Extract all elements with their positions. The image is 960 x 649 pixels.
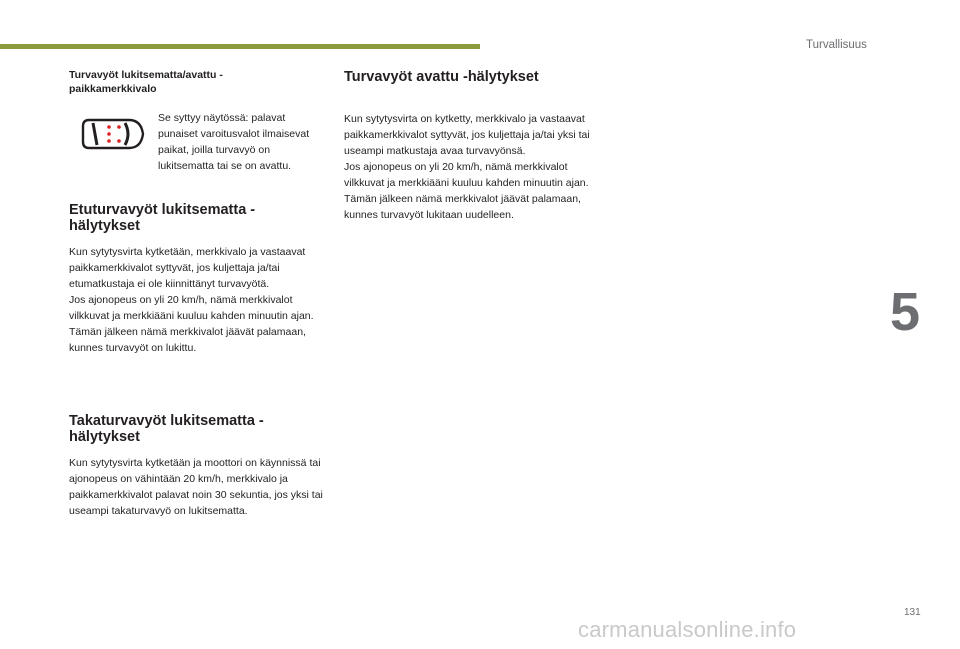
page-number: 131 (904, 607, 921, 618)
car-seat-indicator-icon (79, 114, 147, 154)
watermark: carmanualsonline.info (578, 617, 797, 642)
unfastened-text: Kun sytytysvirta on kytketty, merkkivalo ja vastaavat paikkamerkkivalot syttyvät, jos kuljettaja ja/tai yksi tai useampi matkustaja avaa turvavyönsä. Jos ajonopeus on yli 20 km/h, nämä merkkivalot vilkkuvat ja merkkiääni kuuluu kahden minuutin ajan. Tämän jälkeen nämä merkkivalot jäävät palamaan, kunnes turvavyöt lukitaan uudelleen. (344, 113, 590, 221)
unfastened-heading: Turvavyöt avattu -hälytykset (344, 69, 539, 85)
section-title: Turvallisuus (806, 39, 867, 51)
indicator-description: Se syttyy näytössä: palavat punaiset varoitusvalot ilmaisevat paikat, joilla turvavyö on lukitsematta tai se on avattu. (158, 112, 310, 172)
rear-belts-heading: Takaturvavyöt lukitsematta -hälytykset (69, 413, 264, 445)
chapter-number: 5 (890, 282, 921, 342)
front-belts-text: Kun sytytysvirta kytketään, merkkivalo ja vastaavat paikkamerkkivalot syttyvät, jos kuljettaja ja/tai etumatkustaja ei ole kiinnittänyt turvavyötä. Jos ajonopeus on yli 20 km/h, nämä merkkivalot vilkkuvat ja merkkiääni kuuluu kahden minuutin ajan. Tämän jälkeen nämä merkkivalot jäävät palamaan, kunnes turvavyöt on lukittu. (69, 246, 314, 354)
front-belts-heading: Etuturvavyöt lukitsematta -hälytykset (69, 202, 256, 234)
rear-belts-text: Kun sytytysvirta kytketään ja moottori on käynnissä tai ajonopeus on vähintään 20 km/h, merkkivalo ja paikkamerkkivalot palavat noin 30 sekuntia, jos yksi tai useampi takaturvavyö on lukitsematta. (69, 457, 323, 517)
indicator-heading: Turvavyöt lukitsematta/avattu -paikkamerkkivalo (69, 69, 223, 95)
header-accent-bar (0, 44, 480, 49)
